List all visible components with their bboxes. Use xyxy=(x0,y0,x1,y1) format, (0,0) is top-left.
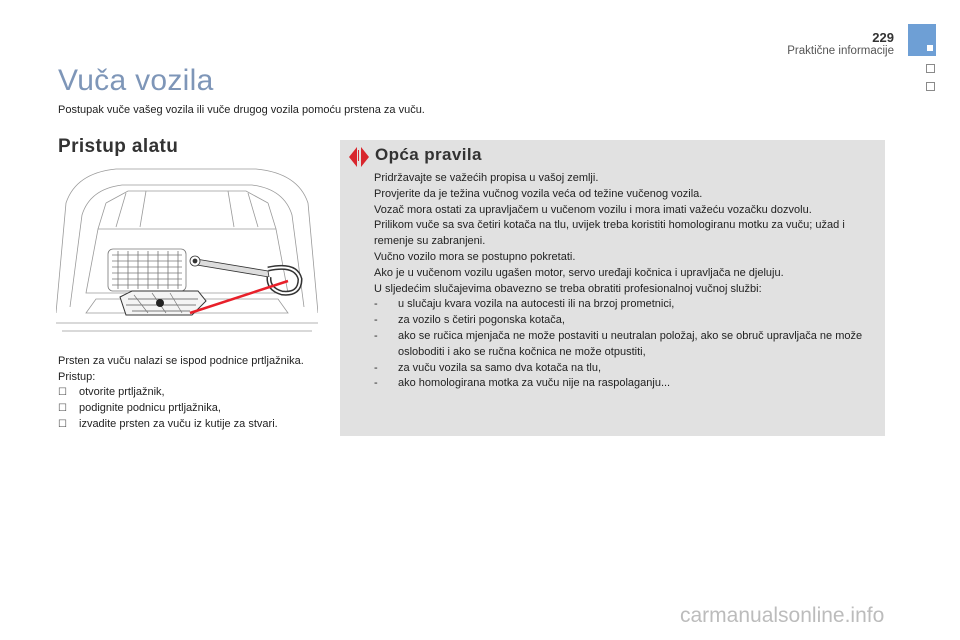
general-rules-heading: Opća pravila xyxy=(375,145,482,164)
rule-case: - za vuču vozila sa samo dva kotača na tlu, xyxy=(374,361,601,374)
rule-line: Ako je u vučenom vozilu ugašen motor, servo uređaji kočnica i upravljača ne djeluju. xyxy=(374,266,784,279)
chapter-tab-outline xyxy=(926,64,935,73)
callout-line xyxy=(190,281,288,313)
rule-case: - ako homologirana motka za vuču nije na raspolaganju... xyxy=(374,377,671,390)
chapter-tab-outline xyxy=(926,82,935,91)
rule-line: Provjerite da je težina vučnog vozila veća od težine vučenog vozila. xyxy=(374,187,703,200)
chapter-tab-active xyxy=(908,24,936,56)
rule-line: Prilikom vuče sa sva četiri kotača na tlu, uvijek treba koristiti homologiranu motku za vuču; užad i remenje su zabranjeni. xyxy=(374,219,845,248)
access-label: Pristup: xyxy=(58,370,96,383)
rule-case: - u slučaju kvara vozila na autocesti ili na brzoj prometnici, xyxy=(374,298,675,311)
checkbox-bullet-icon: ☐ xyxy=(58,418,67,430)
trunk-drawing xyxy=(56,163,318,341)
warning-icon xyxy=(348,146,370,168)
rule-case: - za vozilo s četiri pogonska kotača, xyxy=(374,314,565,327)
rule-line: Pridržavajte se važećih propisa u vašoj zemlji. xyxy=(374,172,599,184)
trunk-illustration xyxy=(56,163,318,341)
general-rules-box xyxy=(340,140,885,436)
general-rules-text xyxy=(374,171,874,392)
section-name: Praktične informacije xyxy=(787,45,894,57)
page-number: 229 xyxy=(872,30,894,45)
rule-case: - ako se ručica mjenjača ne može postaviti u neutralan položaj, ako se obruč upravljača ne može osloboditi i ako se ručna kočnica ne može otpustiti, xyxy=(374,329,863,358)
rule-line: Vučno vozilo mora se postupno pokretati. xyxy=(374,250,576,263)
access-description xyxy=(58,354,320,433)
rule-line: U sljedećim slučajevima obavezno se treba obratiti profesionalnoj vučnoj službi: xyxy=(374,282,762,295)
page-title: Vuča vozila xyxy=(58,64,214,97)
access-step: ☐ izvadite prsten za vuču iz kutije za stvari. xyxy=(58,417,320,433)
watermark: carmanualsonline.info xyxy=(680,604,885,627)
checkbox-bullet-icon: ☐ xyxy=(58,403,67,415)
checkbox-bullet-icon: ☐ xyxy=(58,387,67,399)
access-step: ☐ otvorite prtljažnik, xyxy=(58,385,320,401)
access-location-text: Prsten za vuču nalazi se ispod podnice prtljažnika. xyxy=(58,355,304,367)
access-step: ☐ podignite podnicu prtljažnika, xyxy=(58,401,320,417)
intro-text: Postupak vuče vašeg vozila ili vuče drugog vozila pomoću prstena za vuču. xyxy=(58,104,425,116)
access-heading: Pristup alatu xyxy=(58,136,179,157)
rule-line: Vozač mora ostati za upravljačem u vučenom vozilu i mora imati važeću vozačku dozvolu. xyxy=(374,203,812,216)
